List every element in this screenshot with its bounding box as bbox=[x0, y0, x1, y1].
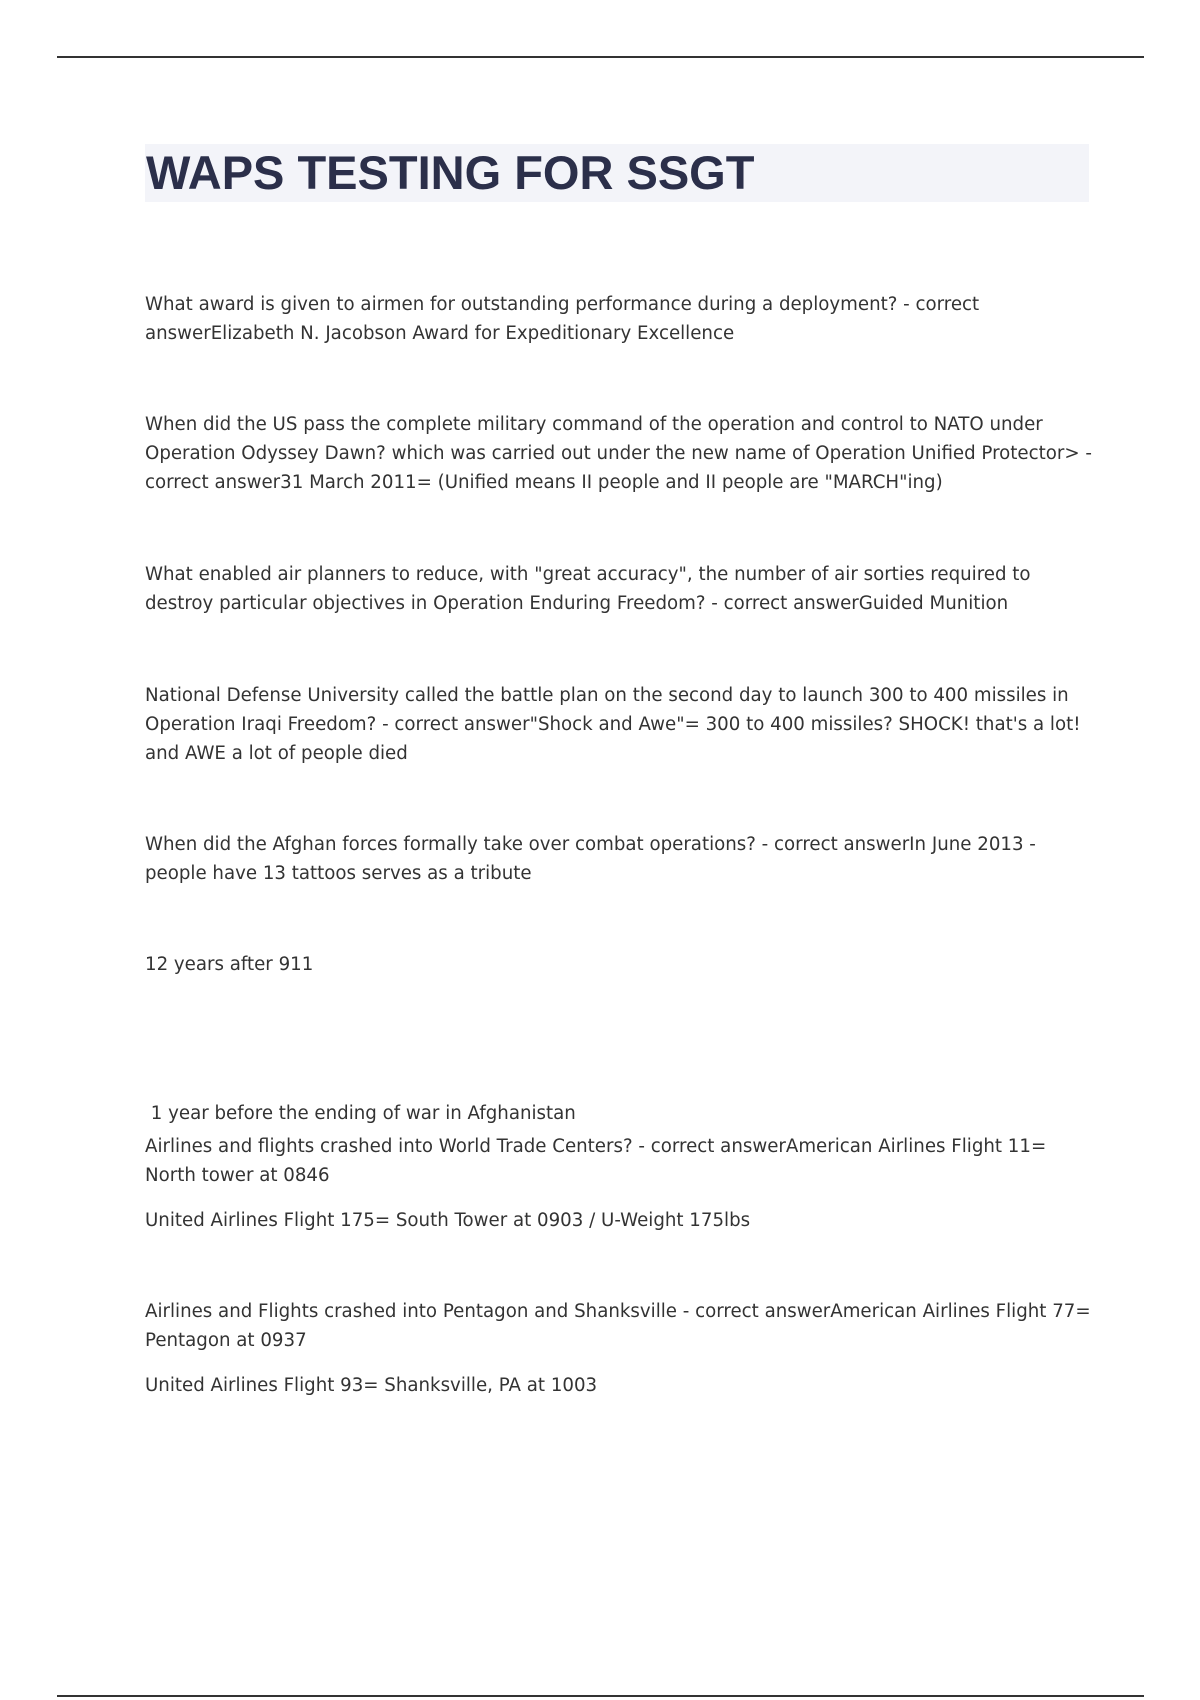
top-rule bbox=[57, 56, 1144, 58]
paragraph-wtc-flights bbox=[145, 1132, 1090, 1190]
paragraph-line: Airlines and flights crashed into World Trade Centers? - correct answerAmerican Airlines Flight 11= bbox=[145, 1136, 1047, 1157]
paragraph-line: Pentagon at 0937 bbox=[145, 1330, 307, 1351]
paragraph-afghan-forces bbox=[145, 830, 1090, 888]
paragraph-line: 1 year before the ending of war in Afghanistan bbox=[145, 1103, 576, 1124]
paragraph-air-sorties bbox=[145, 560, 1090, 618]
paragraph-line: United Airlines Flight 175= South Tower at 0903 / U-Weight 175lbs bbox=[145, 1210, 751, 1231]
paragraph-line: When did the US pass the complete military command of the operation and control to NATO under bbox=[145, 414, 1043, 435]
paragraph-line: destroy particular objectives in Operation Enduring Freedom? - correct answerGuided Munition bbox=[145, 593, 1009, 614]
paragraph-deployment-award bbox=[145, 290, 1090, 348]
paragraph-flight-93 bbox=[145, 1371, 1090, 1400]
document-title: WAPS TESTING FOR SSGT bbox=[146, 146, 755, 199]
paragraph-line: correct answer31 March 2011= (Unified means II people and II people are "MARCH"ing) bbox=[145, 472, 943, 493]
paragraph-flight-175 bbox=[145, 1206, 1090, 1235]
paragraph-line: North tower at 0846 bbox=[145, 1165, 330, 1186]
paragraph-line: people have 13 tattoos serves as a tribute bbox=[145, 863, 532, 884]
paragraph-line: What enabled air planners to reduce, with "great accuracy", the number of air sorties required to bbox=[145, 564, 1031, 585]
paragraph-line: United Airlines Flight 93= Shanksville, PA at 1003 bbox=[145, 1375, 598, 1396]
paragraph-line: National Defense University called the battle plan on the second day to launch 300 to 400 missiles in bbox=[145, 685, 1069, 706]
paragraph-line: Operation Odyssey Dawn? which was carried out under the new name of Operation Unified Protector> - bbox=[145, 443, 1092, 464]
paragraph-nato-command bbox=[145, 410, 1090, 497]
paragraph-line: What award is given to airmen for outstanding performance during a deployment? - correct bbox=[145, 294, 980, 315]
paragraph-line: answerElizabeth N. Jacobson Award for Expeditionary Excellence bbox=[145, 323, 735, 344]
paragraph-years-after bbox=[145, 950, 1090, 979]
paragraph-line: and AWE a lot of people died bbox=[145, 743, 408, 764]
paragraph-line: Operation Iraqi Freedom? - correct answer"Shock and Awe"= 300 to 400 missiles? SHOCK! that's a lot! bbox=[145, 714, 1081, 735]
paragraph-line: Airlines and Flights crashed into Pentagon and Shanksville - correct answerAmerican Airlines Flight 77= bbox=[145, 1301, 1091, 1322]
paragraph-shock-and-awe bbox=[145, 681, 1090, 768]
paragraph-line: 12 years after 911 bbox=[145, 954, 314, 975]
bottom-rule bbox=[57, 1695, 1144, 1697]
paragraph-pentagon-flights bbox=[145, 1297, 1090, 1355]
paragraph-line: When did the Afghan forces formally take over combat operations? - correct answerIn June 2013 - bbox=[145, 834, 1036, 855]
